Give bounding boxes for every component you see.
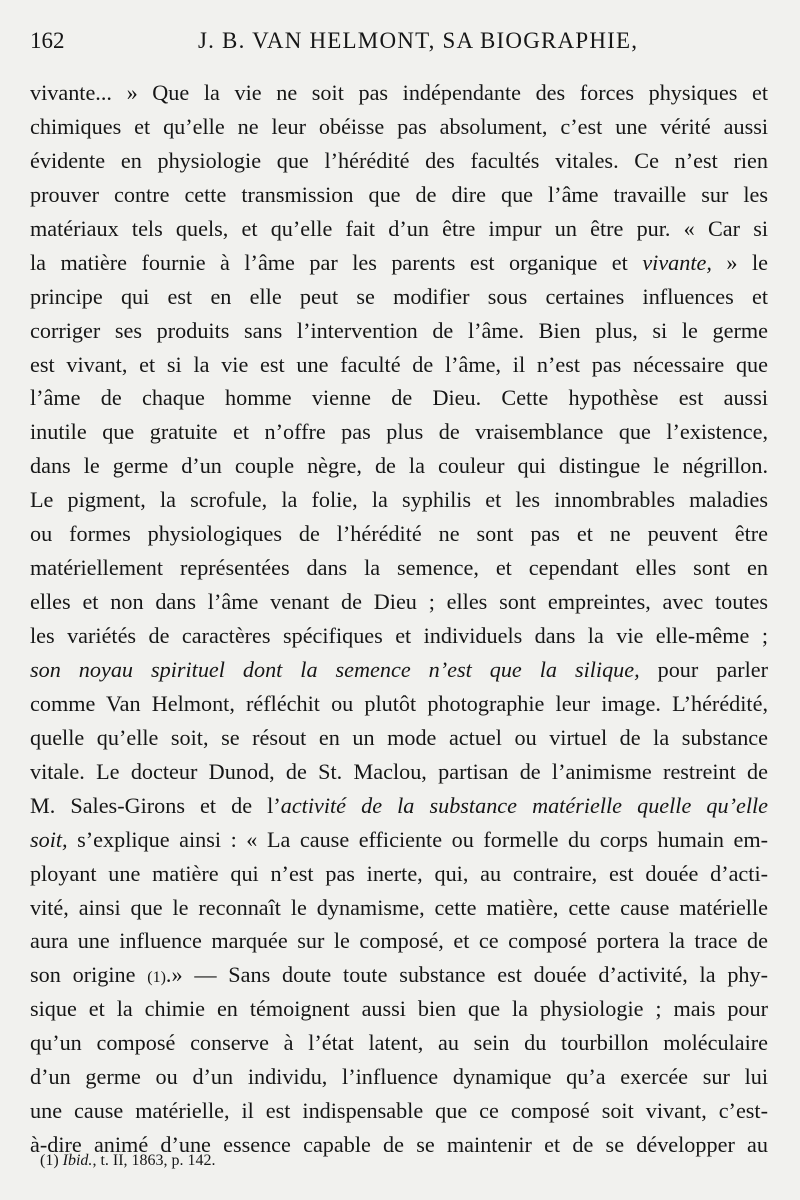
body-text — [30, 76, 768, 1162]
text-line — [30, 449, 768, 483]
text-segment: est vivant, et si la vie est une faculté de l’âme, il n’est pas nécessaire que — [30, 351, 768, 377]
text-line — [30, 1060, 768, 1094]
text-segment: Le pigment, la scrofule, la folie, la syphilis et les innombrables maladies — [30, 487, 768, 513]
text-line — [30, 212, 768, 246]
footnote — [40, 1152, 216, 1170]
text-line — [30, 992, 768, 1026]
text-segment: chimiques et qu’elle ne leur obéisse pas absolument, c’est une vérité aussi — [30, 113, 768, 139]
text-line — [30, 1026, 768, 1060]
text-line — [30, 110, 768, 144]
text-line — [30, 415, 768, 449]
text-segment: inutile que gratuite et n’offre pas plus de vraisemblance que l’existence, — [30, 419, 768, 445]
text-segment: » le — [711, 249, 768, 275]
text-line — [30, 823, 768, 857]
text-line — [30, 1094, 768, 1128]
footnote-reference: (1) — [147, 969, 166, 987]
text-segment: évidente en physiologie que l’hérédité des facultés vitales. Ce n’est rien — [30, 147, 768, 173]
text-segment: elles et non dans l’âme venant de Dieu ; elles sont empreintes, avec toutes — [30, 589, 768, 615]
text-line — [30, 857, 768, 891]
italic-text: son noyau spirituel dont la semence n’est que la silique, — [30, 656, 640, 682]
text-segment: matériaux tels quels, et qu’elle fait d’un être impur un être pur. « Car si — [30, 215, 768, 241]
text-segment: .» — Sans doute toute substance est douée d’activité, la phy- — [165, 962, 768, 988]
text-segment: pour parler — [639, 656, 768, 682]
text-segment: matériellement représentées dans la semence, et cependant elles sont en — [30, 555, 768, 581]
italic-text: vivante, — [642, 249, 712, 275]
text-line — [30, 517, 768, 551]
text-segment: vivante... » Que la vie ne soit pas indépendante des forces physiques et — [30, 80, 768, 105]
text-segment: vitale. Le docteur Dunod, de St. Maclou, partisan de l’animisme restreint de — [30, 758, 768, 784]
text-segment: son origine — [30, 962, 148, 988]
text-line — [30, 755, 768, 789]
text-segment: s’explique ainsi : « La cause efficiente ou formelle du corps humain em- — [67, 826, 768, 852]
text-segment: à-dire animé d’une essence capable de se maintenir et de se développer au — [30, 1132, 768, 1158]
footnote-text: , t. II, 1863, p. 142. — [92, 1152, 216, 1169]
text-segment: ou formes physiologiques de l’hérédité ne sont pas et ne peuvent être — [30, 521, 768, 547]
text-line — [30, 891, 768, 925]
text-segment: comme Van Helmont, réfléchit ou plutôt photographie leur image. L’hérédité, — [30, 690, 768, 716]
text-segment: d’un germe ou d’un individu, l’influence dynamique qu’a exercée sur lui — [30, 1064, 768, 1090]
text-segment: les variétés de caractères spécifiques et individuels dans la vie elle-même ; — [30, 623, 768, 648]
text-line — [30, 314, 768, 348]
page-header — [30, 28, 766, 62]
text-line — [30, 789, 768, 823]
text-segment: corriger ses produits sans l’intervention de l’âme. Bien plus, si le germe — [30, 317, 768, 343]
text-segment: dans le germe d’un couple nègre, de la couleur qui distingue le négrillon. — [30, 453, 768, 479]
text-line — [30, 721, 768, 755]
text-line — [30, 381, 768, 415]
text-segment: vité, ainsi que le reconnaît le dynamisme, cette matière, cette cause matérielle — [30, 894, 768, 920]
text-line — [30, 687, 768, 721]
italic-text: soit, — [30, 826, 68, 852]
text-line — [30, 280, 768, 314]
footnote-ref: Ibid. — [62, 1152, 93, 1169]
footnote-marker: (1) — [40, 1152, 59, 1169]
text-segment: M. Sales-Girons et de l’ — [30, 792, 281, 818]
text-segment: une cause matérielle, il est indispensable que ce composé soit vivant, c’est- — [30, 1098, 768, 1124]
text-segment: sique et la chimie en témoignent aussi bien que la physiologie ; mais pour — [30, 996, 768, 1022]
text-segment: quelle qu’elle soit, se résout en un mode actuel ou virtuel de la substance — [30, 724, 768, 750]
text-line — [30, 958, 768, 992]
text-segment: l’âme de chaque homme vienne de Dieu. Cette hypothèse est aussi — [30, 385, 768, 411]
text-line — [30, 246, 768, 280]
text-segment: qu’un composé conserve à l’état latent, au sein du tourbillon moléculaire — [30, 1030, 768, 1056]
text-line — [30, 585, 768, 619]
text-line — [30, 348, 768, 382]
text-line — [30, 551, 768, 585]
text-line — [30, 483, 768, 517]
page-number: 162 — [30, 28, 65, 53]
italic-text: activité de la substance matérielle quelle qu’elle — [280, 792, 768, 818]
text-line — [30, 653, 768, 687]
text-line — [30, 76, 768, 110]
text-line — [30, 924, 768, 958]
text-line — [30, 619, 768, 653]
text-segment: prouver contre cette transmission que de dire que l’âme travaille sur les — [30, 181, 768, 207]
text-segment: la matière fournie à l’âme par les parents est organique et — [30, 249, 643, 275]
text-segment: principe qui est en elle peut se modifier sous certaines influences et — [30, 283, 768, 309]
text-line — [30, 178, 768, 212]
text-segment: aura une influence marquée sur le composé, et ce composé portera la trace de — [30, 928, 768, 954]
running-title: J. B. VAN HELMONT, SA BIOGRAPHIE, — [198, 28, 639, 53]
text-segment: ployant une matière qui n’est pas inerte, qui, au contraire, est douée d’acti- — [30, 860, 768, 886]
text-line — [30, 144, 768, 178]
